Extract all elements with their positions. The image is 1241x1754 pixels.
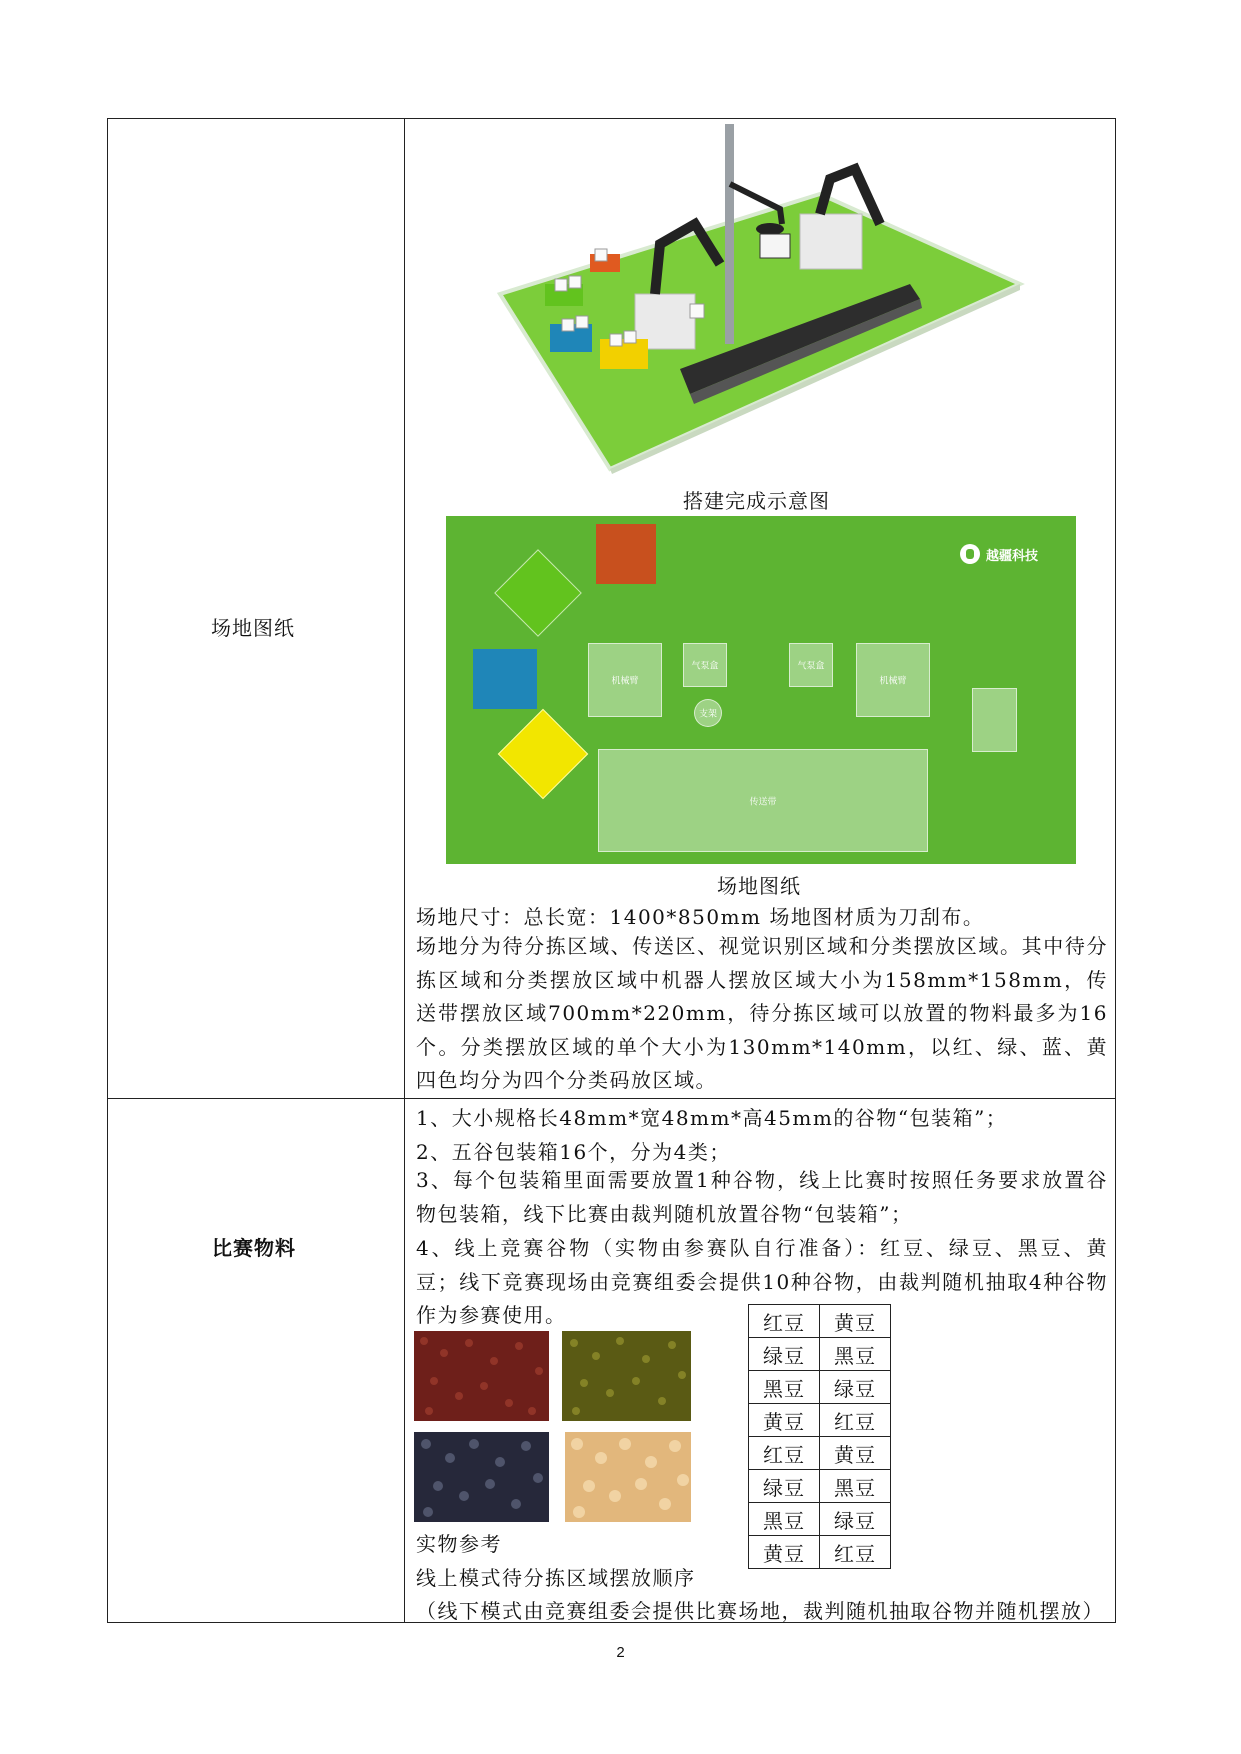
render-caption: 搭建完成示意图 [683,489,830,513]
offline-note: （线下模式由竞赛组委会提供比赛场地，裁判随机抽取谷物并随机摆放） [416,1599,1104,1623]
table-cell: 绿豆 [749,1470,820,1503]
zone-pump-right: 气泵盒 [789,643,833,687]
table-cell: 绿豆 [749,1338,820,1371]
render-camera [756,223,784,235]
zone-blue [473,649,537,709]
zone-conveyor: 传送带 [598,749,928,852]
table-cell: 黄豆 [749,1404,820,1437]
table-row [749,1437,891,1470]
table-cell: 黑豆 [820,1470,891,1503]
materials-item-2: 2、五谷包装箱16个，分为4类； [416,1140,731,1164]
order-caption: 线上模式待分拣区域摆放顺序 [416,1566,696,1590]
brand-logo-text: 越疆科技 [985,548,1038,564]
site-drawing [446,516,1076,864]
table-cell: 红豆 [820,1404,891,1437]
row-label-site: 场地图纸 [211,616,295,640]
render-vision-box [760,234,790,258]
table-cell: 绿豆 [820,1371,891,1404]
zone-arm-left: 机械臂 [588,643,662,717]
table-cell: 黑豆 [820,1338,891,1371]
render-pole [725,124,734,344]
table-cell: 红豆 [749,1437,820,1470]
soybean-photo [565,1432,691,1522]
materials-item-4: 4、线上竞赛谷物（实物由参赛队自行准备）：红豆、绿豆、黑豆、黄豆；线下竞赛现场由竞赛组委会提供10种谷物，由裁判随机抽取4种谷物作为参赛使用。 [416,1236,1108,1327]
drawing-caption: 场地图纸 [717,874,801,898]
zone-red [596,524,656,584]
zone-stand: 支架 [694,699,722,727]
table-row [749,1371,891,1404]
site-description: 场地分为待分拣区域、传送区、视觉识别区域和分类摆放区域。其中待分拣区域和分类摆放区域中机器人摆放区域大小为158mm*158mm，传送带摆放区域700mm*220mm，待分拣区域可以放置的物料最多为16个。分类摆放区域的单个大小为130mm*140mm，以红、绿、蓝、黄四色均分为四个分类码放区域。 [416,934,1108,1092]
zone-green [494,549,582,637]
table-cell: 红豆 [820,1536,891,1569]
materials-item-1: 1、大小规格长48mm*宽48mm*高45mm的谷物“包装箱”； [416,1106,1008,1130]
page-number: 2 [616,1644,625,1661]
table-row [749,1470,891,1503]
table-cell: 黄豆 [820,1437,891,1470]
zone-pump-left: 气泵盒 [683,643,727,687]
column-divider [404,118,405,1623]
row-divider [107,1098,1116,1099]
render-arm-right-base [800,214,862,269]
table-row [749,1305,891,1338]
table-row [749,1503,891,1536]
site-size-line: 场地尺寸：总长宽：1400*850mm 场地图材质为刀刮布。 [416,905,985,929]
zone-yellow [498,709,589,800]
brand-logo-icon [960,544,980,564]
black-bean-photo [414,1432,549,1522]
row-label-materials: 比赛物料 [212,1236,296,1260]
table-row [749,1404,891,1437]
table-cell: 黑豆 [749,1503,820,1536]
table-row [749,1536,891,1569]
photo-caption: 实物参考 [416,1532,502,1556]
mung-bean-photo [562,1331,691,1421]
brand-logo [960,544,1038,564]
zone-arm-right: 机械臂 [856,643,930,717]
placement-order-table [748,1304,891,1569]
table-cell: 黑豆 [749,1371,820,1404]
materials-item-3: 3、每个包装箱里面需要放置1种谷物，线上比赛时按照任务要求放置谷物包装箱，线下比赛由裁判随机放置谷物“包装箱”； [416,1168,1108,1226]
table-cell: 黄豆 [820,1305,891,1338]
red-bean-photo [414,1331,549,1421]
table-row [749,1338,891,1371]
table-cell: 黄豆 [749,1536,820,1569]
table-cell: 红豆 [749,1305,820,1338]
assembled-setup-render [490,124,1030,474]
zone-vision [972,688,1017,752]
table-cell: 绿豆 [820,1503,891,1536]
